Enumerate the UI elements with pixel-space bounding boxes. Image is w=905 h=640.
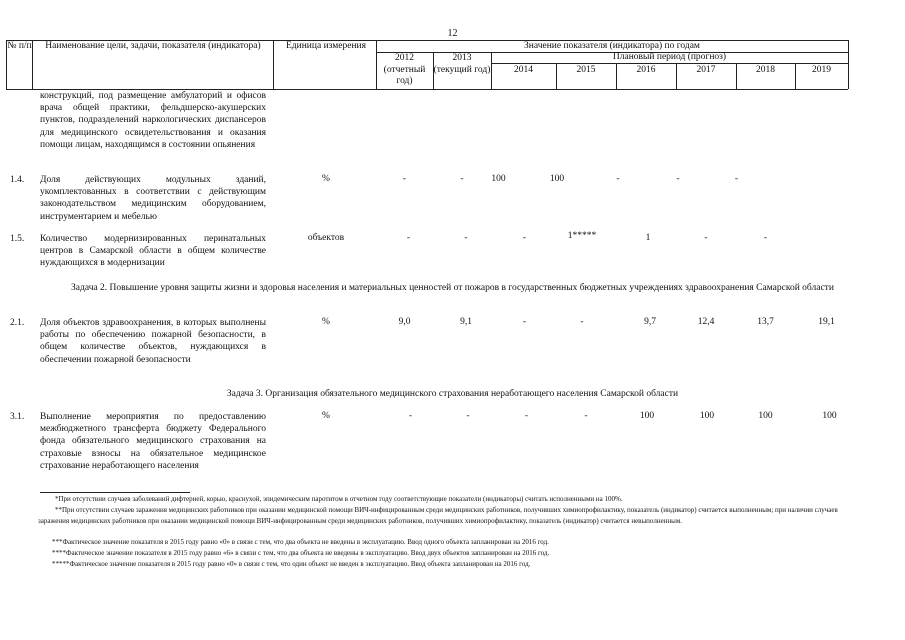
footnote-separator: [40, 492, 190, 493]
footnote-1: *При отсутствии случаев заболеваний дифтерией, корью, краснухой, эпидемическим паротитом в отчетном году соответствующие показатели (индикаторы) считать исполненными на 100%.: [55, 495, 623, 503]
row-2-1-val-2013: 9,1: [460, 317, 472, 327]
footnote-5: *****Фактическое значение показателя в 2015 году равно «0» в связи с тем, что один объект не введен в эксплуатацию. Ввод объекта запланирован на 2016 год.: [52, 560, 531, 568]
row-3-1-val-2016: 100: [639, 411, 655, 421]
header-name: Наименование цели, задачи, показателя (индикатора): [45, 41, 261, 51]
row-1-5-val-2015: 1*****: [567, 231, 597, 241]
row-2-1-val-2018: 13,7: [757, 317, 774, 327]
row-1-5-val-2016: 1: [645, 233, 651, 243]
row-2-1-name: Доля объектов здравоохранения, в которых выполнены работы по обеспечению пожарной безопасности, в общем количестве объектов, нуждающихся в обеспечении пожарной безопасности: [40, 318, 266, 365]
row-1-4-unit: %: [322, 174, 330, 184]
row-1-5-val-2013: -: [464, 233, 468, 243]
row-3-1-unit: %: [322, 411, 330, 421]
row-1-4-val-2017: -: [676, 174, 680, 184]
row-2-1-val-2015: -: [580, 317, 584, 327]
row-3-1-val-2015: -: [584, 411, 588, 421]
header-year-2016: 2016: [636, 65, 656, 75]
row-1-4-val-2018: -: [734, 174, 739, 184]
footnote-3: ***Фактическое значение показателя в 2015 году равно «0» в связи с тем, что два объекта не введены в эксплуатацию. Ввод одного объекта запланирован на 2016 год.: [52, 538, 549, 546]
row-3-1-val-2012: -: [408, 411, 413, 421]
header-year-2014: 2014: [514, 65, 533, 75]
header-year-2015: 2015: [576, 65, 596, 75]
row-1-4-val-2014: 100: [491, 174, 506, 184]
header-year-2012: 2012 (отчетный год): [383, 53, 426, 86]
row-3-1-num: 3.1.: [10, 412, 25, 422]
row-3-1-name: Выполнение мероприятия по предоставлению межбюджетного трансферта бюджету Федерального фонда обязательного медицинского страхования на страховые взносы на обязательное медицинское страхование неработающего населения: [40, 412, 266, 471]
row-1-5-name: Количество модернизированных перинатальных центров в Самарской области в общем количестве нуждающихся в модернизации: [40, 234, 266, 269]
header-year-2019: 2019: [812, 65, 831, 75]
row-2-1-val-2016: 9,7: [644, 317, 656, 327]
row-1-4-val-2013: -: [460, 174, 464, 184]
row-1-4-val-2012: -: [402, 174, 407, 184]
row-2-1-val-2014: -: [522, 317, 527, 327]
row-2-1-unit: %: [322, 317, 330, 327]
header-year-2013: 2013 (текущий год): [433, 53, 491, 75]
footnote-4: ****Фактическое значение показателя в 2015 году равно «6» в связи с тем, что два объекта не введены в эксплуатацию. Ввод двух объектов запланирован на 2016 год.: [52, 549, 550, 557]
header-values-by-year: Значение показателя (индикатора) по годам: [524, 41, 700, 51]
row-3-1-val-2017: 100: [699, 411, 715, 421]
row-1-4-val-2016: -: [616, 174, 620, 184]
row-1-5-val-2017: -: [704, 233, 708, 243]
header-planned-period: Плановый период (прогноз): [612, 52, 727, 62]
header-num: № п/п: [7, 41, 32, 51]
task-2-heading: Задача 2. Повышение уровня защиты жизни и здоровья населения и материальных ценностей от пожаров в государственных бюджетных учреждениях здравоохранения Самарской области: [71, 283, 834, 293]
row-continuation-name: конструкций, под размещение амбулаторий и офисов врача общей практики, фельдшерско-акушерских пунктов, подразделений наркологических диспансеров для медицинского освидетельствования и оказания помощи лицам, находящимся в состоянии опьянения: [40, 91, 266, 150]
row-1-4-num: 1.4.: [10, 175, 25, 185]
task-3-heading: Задача 3. Организация обязательного медицинского страхования неработающего населения Самарской области: [226, 389, 679, 399]
row-1-5-val-2014: -: [522, 233, 527, 243]
header-year-2017: 2017: [696, 65, 716, 75]
row-3-1-val-2019: 100: [822, 411, 837, 421]
header-unit: Единица измерения: [286, 41, 366, 51]
page-number: 12: [447, 28, 458, 39]
row-1-5-unit: объектов: [307, 233, 345, 243]
row-1-5-num: 1.5.: [10, 234, 25, 244]
row-2-1-num: 2.1.: [10, 318, 25, 328]
row-3-1-val-2014: -: [524, 411, 529, 421]
row-1-5-val-2018: -: [763, 233, 768, 243]
row-3-1-val-2018: 100: [758, 411, 773, 421]
row-1-4-val-2015: 100: [549, 174, 565, 184]
row-2-1-val-2017: 12,4: [697, 317, 715, 327]
row-3-1-val-2013: -: [466, 411, 470, 421]
footnote-2: **При отсутствии случаев заражения медицинских работников при оказании медицинской помощи ВИЧ-инфицированным среди медицинских работников, получивших химиопрофилактику, показатель (индикатор) считается выполненным; при наличии случаев заражения медицинских работников при оказании медицинской помощи ВИЧ-инфицированным среди медицинских работников, получивших химиопрофилактику, показатель (индикатор) считается невыполненным.: [38, 506, 838, 525]
row-1-5-val-2012: -: [406, 233, 411, 243]
row-1-4-name: Доля действующих модульных зданий, укомплектованных в соответствии с действующим законодательством медицинским оборудованием, инструментарием и мебелью: [40, 175, 266, 222]
header-year-2018: 2018: [756, 65, 775, 75]
row-2-1-val-2012: 9,0: [398, 317, 411, 327]
row-2-1-val-2019: 19,1: [818, 317, 835, 327]
